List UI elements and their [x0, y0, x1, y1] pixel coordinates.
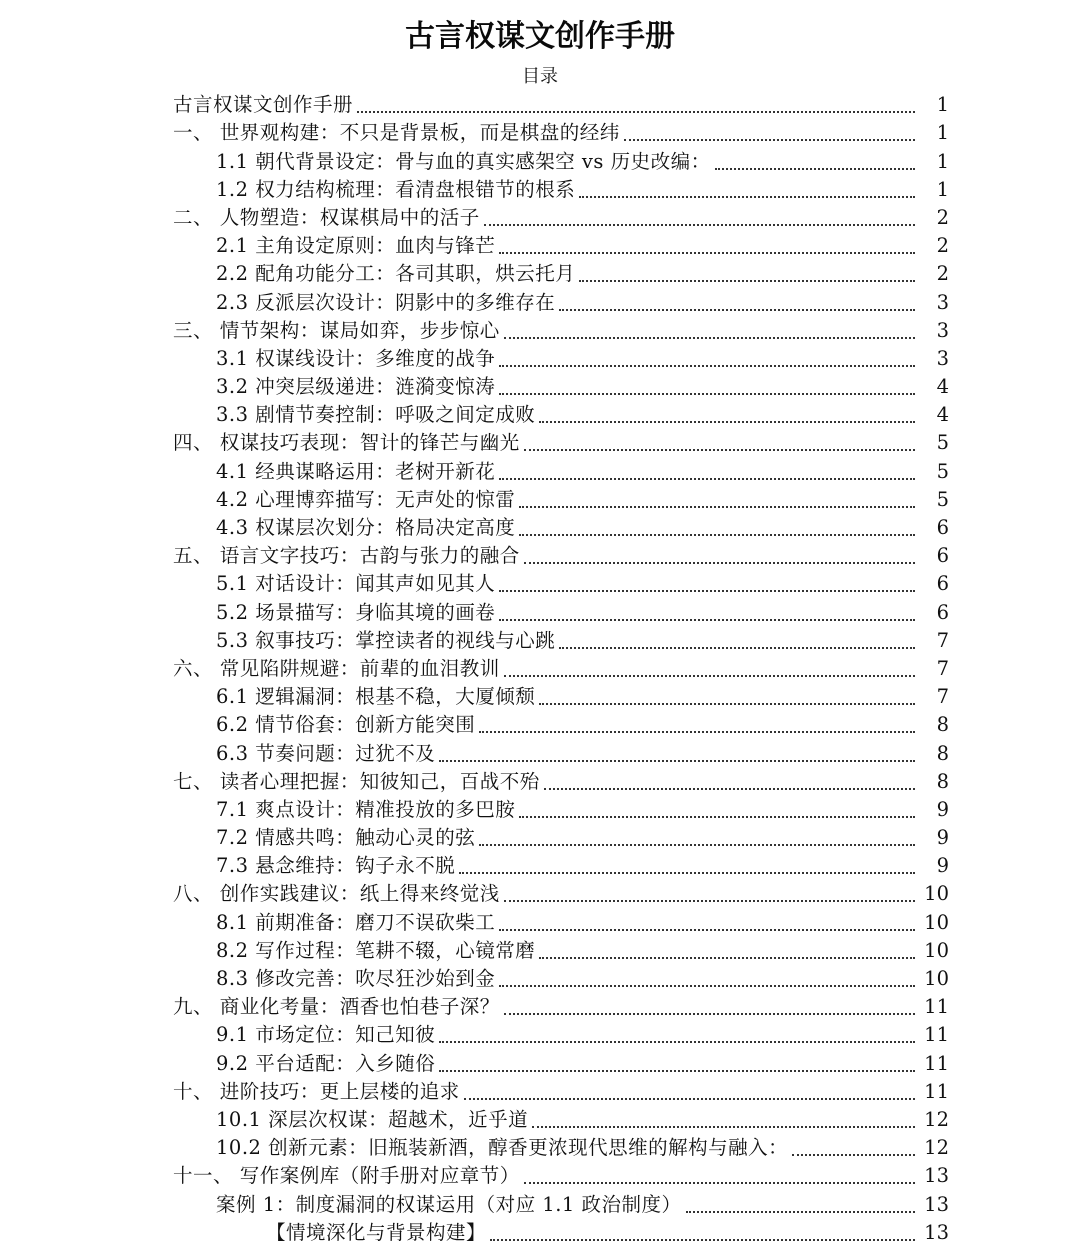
toc-page-number: 13	[924, 1220, 949, 1244]
toc-leader-dots	[539, 957, 915, 959]
toc-leader-dots	[539, 421, 915, 423]
toc-leader-dots	[519, 534, 915, 536]
toc-entry-label: 1.2 权力结构梳理：看清盘根错节的根系	[216, 177, 576, 201]
toc-entry-label: 5.3 叙事技巧：掌控读者的视线与心跳	[216, 628, 556, 652]
toc-entry-label: 十、 进阶技巧：更上层楼的追求	[173, 1079, 460, 1103]
toc-entry-label: 二、 人物塑造：权谋棋局中的活子	[173, 205, 480, 229]
toc-entry[interactable]	[0, 965, 1080, 993]
toc-entry[interactable]	[0, 655, 1080, 683]
toc-entry[interactable]	[0, 486, 1080, 514]
toc-entry-label: 4.3 权谋层次划分：格局决定高度	[216, 516, 516, 539]
toc-page-number: 1	[936, 149, 949, 173]
toc-entry-label: 六、 常见陷阱规避：前辈的血泪教训	[173, 656, 500, 680]
toc-entry[interactable]	[0, 993, 1080, 1021]
toc-page-number: 2	[936, 234, 949, 258]
toc-entry[interactable]	[0, 147, 1080, 175]
toc-entry[interactable]	[0, 514, 1080, 542]
toc-entry-label: 七、 读者心理把握：知彼知己，百战不殆	[173, 769, 540, 793]
toc-page-number: 1	[936, 177, 949, 201]
toc-page-number: 9	[936, 826, 949, 850]
toc-leader-dots	[579, 280, 915, 282]
toc-leader-dots	[459, 872, 915, 874]
toc-entry-label: 2.3 反派层次设计：阴影中的多维存在	[216, 290, 556, 314]
toc-entry[interactable]	[0, 204, 1080, 232]
toc-entry[interactable]	[0, 260, 1080, 288]
toc-leader-dots	[519, 816, 915, 818]
toc-entry-label: 案例 1：制度漏洞的权谋运用（对应 1.1 政治制度）	[216, 1192, 682, 1216]
toc-page-number: 10	[924, 967, 949, 990]
toc-entry-label: 3.3 剧情节奏控制：呼吸之间定成败	[216, 403, 536, 427]
toc-leader-dots	[490, 1239, 915, 1241]
toc-leader-dots	[499, 619, 915, 621]
toc-entry[interactable]	[0, 824, 1080, 852]
toc-page-number: 9	[936, 854, 949, 878]
toc-leader-dots	[686, 1211, 915, 1213]
toc-leader-dots	[624, 139, 915, 141]
toc-leader-dots	[499, 393, 915, 395]
toc-page-number: 4	[936, 375, 949, 399]
toc-entry-label: 五、 语言文字技巧：古韵与张力的融合	[173, 544, 520, 568]
toc-leader-dots	[479, 731, 915, 733]
toc-entry-label: 1.1 朝代背景设定：骨与血的真实感架空 vs 历史改编：	[216, 149, 711, 173]
toc-entry-label: 十一、 写作案例库（附手册对应章节）	[173, 1164, 520, 1188]
toc-entry-label: 7.3 悬念维持：钩子永不脱	[216, 854, 456, 878]
toc-entry-label: 6.3 节奏问题：过犹不及	[216, 741, 436, 765]
toc-leader-dots	[499, 929, 915, 931]
toc-entry-label: 8.1 前期准备：磨刀不误砍柴工	[216, 910, 496, 934]
toc-page-number: 13	[924, 1192, 949, 1216]
toc-entry-label: 一、 世界观构建：不只是背景板，而是棋盘的经纬	[173, 121, 620, 145]
toc-page-number: 8	[936, 713, 949, 737]
toc-leader-dots	[559, 647, 915, 649]
toc-entry-label: 7.2 情感共鸣：触动心灵的弦	[216, 826, 476, 850]
toc-page-number: 7	[936, 685, 949, 709]
toc-leader-dots	[504, 900, 915, 902]
toc-leader-dots	[532, 1126, 915, 1128]
toc-entry[interactable]	[0, 1134, 1080, 1162]
toc-entry-label: 7.1 爽点设计：精准投放的多巴胺	[216, 797, 516, 821]
toc-heading: 目录	[522, 66, 558, 87]
toc-entry[interactable]	[0, 1049, 1080, 1077]
toc-entry[interactable]	[0, 739, 1080, 767]
toc-page-number: 11	[924, 1079, 949, 1103]
toc-entry-label: 6.1 逻辑漏洞：根基不稳，大厦倾颓	[216, 685, 536, 709]
toc-leader-dots	[464, 1098, 915, 1100]
toc-leader-dots	[499, 985, 915, 987]
toc-page-number: 2	[936, 205, 949, 229]
toc-entry-label: 九、 商业化考量：酒香也怕巷子深？	[173, 995, 500, 1019]
toc-entry[interactable]	[0, 1106, 1080, 1134]
toc-entry-label: 9.1 市场定位：知己知彼	[216, 1023, 436, 1047]
toc-leader-dots	[524, 449, 915, 451]
toc-leader-dots	[579, 196, 915, 198]
toc-page-number: 10	[924, 882, 949, 906]
toc-entry[interactable]	[0, 429, 1080, 457]
toc-entry[interactable]	[0, 627, 1080, 655]
toc-entry[interactable]	[0, 1219, 1080, 1247]
toc-leader-dots	[439, 1041, 915, 1043]
toc-page-number: 9	[936, 797, 949, 821]
toc-page-number: 3	[936, 290, 949, 314]
toc-leader-dots	[559, 309, 915, 311]
toc-page-number: 6	[936, 544, 949, 568]
toc-entry[interactable]	[0, 457, 1080, 485]
toc-entry-label: 四、 权谋技巧表现：智计的锋芒与幽光	[173, 431, 520, 455]
toc-page-number: 3	[936, 346, 949, 370]
toc-entry[interactable]	[0, 1078, 1080, 1106]
toc-page-number: 4	[936, 403, 949, 427]
toc-entry[interactable]	[0, 176, 1080, 204]
toc-page-number: 11	[924, 1023, 949, 1047]
table-of-contents	[0, 91, 1080, 1247]
toc-page-number: 8	[936, 769, 949, 793]
toc-page-number: 1	[936, 121, 949, 145]
toc-leader-dots	[357, 111, 915, 113]
toc-entry[interactable]	[0, 570, 1080, 598]
toc-entry[interactable]	[0, 852, 1080, 880]
toc-entry[interactable]	[0, 373, 1080, 401]
toc-entry[interactable]	[0, 91, 1080, 119]
toc-page-number: 6	[936, 516, 949, 539]
toc-leader-dots	[499, 252, 915, 254]
toc-page-number: 5	[936, 459, 949, 483]
toc-entry-label: 三、 情节架构：谋局如弈，步步惊心	[173, 318, 500, 342]
toc-entry[interactable]	[0, 711, 1080, 739]
toc-entry-label: 3.1 权谋线设计：多维度的战争	[216, 346, 496, 370]
toc-leader-dots	[499, 590, 915, 592]
toc-leader-dots	[524, 1182, 915, 1184]
toc-entry[interactable]	[0, 317, 1080, 345]
toc-leader-dots	[539, 703, 915, 705]
toc-leader-dots	[479, 844, 915, 846]
toc-page-number: 8	[936, 741, 949, 765]
toc-page-number: 12	[924, 1107, 949, 1131]
toc-page-number: 11	[924, 1051, 949, 1075]
toc-entry-label: 5.2 场景描写：身临其境的画卷	[216, 600, 496, 624]
toc-entry-label: 5.1 对话设计：闻其声如见其人	[216, 572, 496, 596]
toc-page-number: 6	[936, 572, 949, 596]
toc-entry-label: 9.2 平台适配：入乡随俗	[216, 1051, 436, 1075]
toc-page-number: 12	[924, 1136, 949, 1160]
toc-leader-dots	[519, 506, 915, 508]
toc-entry[interactable]	[0, 288, 1080, 316]
toc-entry[interactable]	[0, 880, 1080, 908]
toc-entry-label: 2.1 主角设定原则：血肉与锋芒	[216, 234, 496, 258]
toc-leader-dots	[504, 1013, 915, 1015]
toc-entry[interactable]	[0, 401, 1080, 429]
toc-page-number: 5	[936, 431, 949, 455]
toc-page-number: 7	[936, 628, 949, 652]
toc-page-number: 10	[924, 910, 949, 934]
toc-leader-dots	[544, 788, 915, 790]
toc-entry[interactable]	[0, 1162, 1080, 1190]
toc-leader-dots	[439, 1070, 915, 1072]
toc-page-number: 7	[936, 656, 949, 680]
toc-entry[interactable]	[0, 908, 1080, 936]
toc-entry-label: 八、 创作实践建议：纸上得来终觉浅	[173, 882, 500, 906]
toc-entry[interactable]	[0, 768, 1080, 796]
toc-entry-label: 10.2 创新元素：旧瓶装新酒，醇香更浓现代思维的解构与融入：	[216, 1136, 789, 1160]
toc-page-number: 13	[924, 1164, 949, 1188]
toc-page-number: 5	[936, 487, 949, 511]
toc-leader-dots	[504, 337, 915, 339]
toc-entry[interactable]	[0, 345, 1080, 373]
toc-entry-label: 4.1 经典谋略运用：老树开新花	[216, 459, 496, 483]
toc-entry-label: 2.2 配角功能分工：各司其职，烘云托月	[216, 262, 576, 286]
toc-leader-dots	[499, 365, 915, 367]
document-title: 古言权谋文创作手册	[405, 19, 675, 54]
toc-leader-dots	[715, 168, 915, 170]
toc-page-number: 10	[924, 938, 949, 962]
toc-page-number: 3	[936, 318, 949, 342]
toc-entry[interactable]	[0, 598, 1080, 626]
toc-page-number: 1	[936, 93, 949, 117]
toc-entry[interactable]	[0, 1021, 1080, 1049]
toc-page-number: 2	[936, 262, 949, 286]
toc-entry-label: 6.2 情节俗套：创新方能突围	[216, 713, 476, 737]
toc-entry[interactable]	[0, 796, 1080, 824]
toc-entry-label: 8.2 写作过程：笔耕不辍，心镜常磨	[216, 938, 536, 962]
toc-entry[interactable]	[0, 232, 1080, 260]
toc-entry-label: 【情境深化与背景构建】	[266, 1220, 487, 1244]
toc-leader-dots	[439, 760, 915, 762]
toc-entry[interactable]	[0, 542, 1080, 570]
toc-entry-label: 8.3 修改完善：吹尽狂沙始到金	[216, 967, 496, 990]
toc-entry-label: 4.2 心理博弈描写：无声处的惊雷	[216, 487, 516, 511]
toc-entry[interactable]	[0, 1190, 1080, 1218]
toc-entry-label: 3.2 冲突层级递进：涟漪变惊涛	[216, 375, 496, 399]
toc-entry-label: 古言权谋文创作手册	[173, 93, 354, 117]
toc-leader-dots	[499, 478, 915, 480]
toc-entry[interactable]	[0, 937, 1080, 965]
toc-leader-dots	[524, 562, 915, 564]
toc-leader-dots	[484, 224, 915, 226]
toc-page-number: 11	[924, 995, 949, 1019]
toc-entry[interactable]	[0, 683, 1080, 711]
toc-entry[interactable]	[0, 119, 1080, 147]
toc-entry-label: 10.1 深层次权谋：超越术，近乎道	[216, 1107, 529, 1131]
toc-page-number: 6	[936, 600, 949, 624]
toc-leader-dots	[504, 675, 915, 677]
toc-leader-dots	[792, 1154, 915, 1156]
